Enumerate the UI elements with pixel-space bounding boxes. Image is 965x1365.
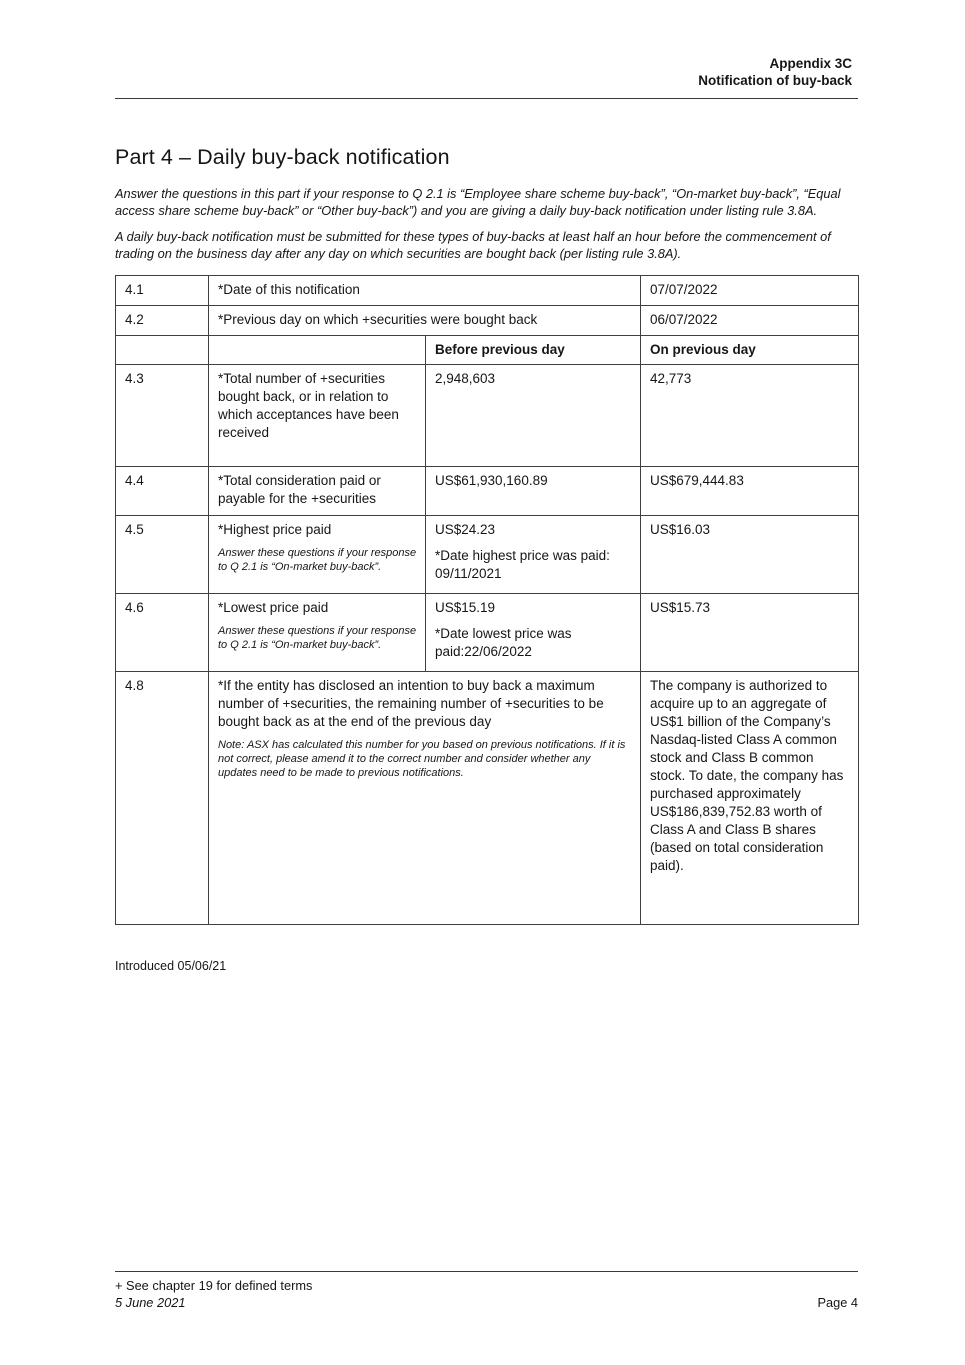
table-row-4-8 <box>116 672 859 925</box>
item-number: 4.5 <box>116 516 209 594</box>
item-value-on: 42,773 <box>641 365 859 467</box>
item-number: 4.3 <box>116 365 209 467</box>
item-label: *Total consideration paid or payable for the +securities <box>209 467 426 516</box>
item-label-note: Answer these questions if your response to Q 2.1 is “On-market buy-back”. <box>218 547 417 573</box>
item-label: *Previous day on which +securities were bought back <box>209 306 641 336</box>
item-label: *Total number of +securities bought back, or in relation to which acceptances have been received <box>209 365 426 467</box>
column-header-on: On previous day <box>641 336 859 365</box>
item-value-on: US$15.73 <box>641 594 859 672</box>
appendix-label: Appendix 3C <box>769 56 852 71</box>
empty-cell <box>116 336 209 365</box>
item-value-before <box>426 594 641 672</box>
table-column-header-row <box>116 336 859 365</box>
item-value-before: US$61,930,160.89 <box>426 467 641 516</box>
intro-section <box>115 185 858 262</box>
item-number: 4.4 <box>116 467 209 516</box>
intro-paragraph-2: A daily buy-back notification must be submitted for these types of buy-backs at least half an hour before the commencement of trading on the business day after any day on which securities are bought back (per listing rule 3.8A). <box>115 229 831 261</box>
table-row-4-6 <box>116 594 859 672</box>
header-rule <box>115 98 858 99</box>
price-value: US$15.19 <box>435 600 496 615</box>
item-label-text: *If the entity has disclosed an intention to buy back a maximum number of +securities, the remaining number of +securities to be bought back as at the end of the previous day <box>218 678 604 729</box>
page-title: Part 4 – Daily buy-back notification <box>115 145 450 169</box>
item-value: 07/07/2022 <box>641 276 859 306</box>
daily-buyback-table <box>115 275 859 925</box>
table-row-4-3 <box>116 365 859 467</box>
item-number: 4.6 <box>116 594 209 672</box>
item-value: The company is authorized to acquire up to an aggregate of US$1 billion of the Company’s Nasdaq-listed Class A common stock and Class B common stock. To date, the company has purchased approximately US$186,839,752.83 worth of Class A and Class B shares (based on total consideration paid). <box>641 672 859 925</box>
price-date: *Date lowest price was paid:22/06/2022 <box>435 626 572 659</box>
item-number: 4.1 <box>116 276 209 306</box>
defined-terms-note: + See chapter 19 for defined terms <box>115 1278 313 1293</box>
intro-paragraph-1: Answer the questions in this part if your response to Q 2.1 is “Employee share scheme buy-back”, “On-market buy-back”, “Equal access share scheme buy-back” or “Other buy-back”) and you are giving a daily buy-back notification under listing rule 3.8A. <box>115 186 841 218</box>
item-label: *Date of this notification <box>209 276 641 306</box>
price-value: US$24.23 <box>435 522 496 537</box>
empty-cell <box>209 336 426 365</box>
notification-label: Notification of buy-back <box>698 73 852 88</box>
introduced-note: Introduced 05/06/21 <box>115 959 227 973</box>
table-row-4-5 <box>116 516 859 594</box>
item-label-text: *Highest price paid <box>218 522 332 537</box>
item-label-note: Answer these questions if your response to Q 2.1 is “On-market buy-back”. <box>218 625 417 651</box>
item-value-on: US$16.03 <box>641 516 859 594</box>
item-number: 4.2 <box>116 306 209 336</box>
item-value: 06/07/2022 <box>641 306 859 336</box>
item-value-before: 2,948,603 <box>426 365 641 467</box>
table-row-4-2 <box>116 306 859 336</box>
table-row-4-1 <box>116 276 859 306</box>
item-label-text: *Lowest price paid <box>218 600 329 615</box>
document-header <box>115 0 858 89</box>
item-label-note: Note: ASX has calculated this number for you based on previous notifications. If it is not correct, please amend it to the correct number and consider whether any updates need to be made to previous notifications. <box>218 739 626 779</box>
item-value-on: US$679,444.83 <box>641 467 859 516</box>
item-label <box>209 594 426 672</box>
table-row-4-4 <box>116 467 859 516</box>
price-date: *Date highest price was paid: 09/11/2021 <box>435 548 610 581</box>
item-label <box>209 672 641 925</box>
page-footer <box>115 1271 858 1311</box>
column-header-before: Before previous day <box>426 336 641 365</box>
item-label <box>209 516 426 594</box>
page-number: Page 4 <box>817 1295 858 1310</box>
item-value-before <box>426 516 641 594</box>
item-number: 4.8 <box>116 672 209 925</box>
footer-date: 5 June 2021 <box>115 1295 186 1310</box>
